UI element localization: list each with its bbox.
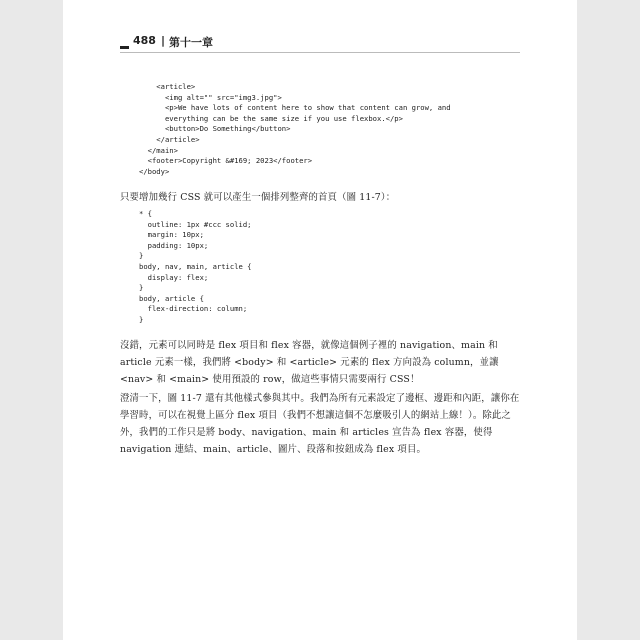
css-code-block: * { outline: 1px #ccc solid; margin: 10px; padding: 10px; } body, nav, main, article { display: flex; } body, article { flex-direction: column; } (139, 209, 252, 324)
intro-paragraph: 只要增加幾行 CSS 就可以產生一個排列整齊的首頁（圖 11-7）： (120, 192, 396, 203)
chapter-title: 第十一章 (169, 36, 213, 49)
body-paragraph-1: 沒錯，元素可以同時是 flex 項目和 flex 容器，就像這個例子裡的 navigation、main 和 article 元素一樣，我們將 <body> 和 <article> 元素的 flex 方向設為 column，並讓 <nav> 和 <main> 使用預設的 row，做這些事情只需要兩行 CSS！ (120, 340, 499, 385)
book-page (63, 0, 577, 640)
running-header (120, 34, 520, 52)
header-marker (120, 46, 129, 49)
header-separator: | (161, 34, 166, 47)
body-paragraph-2: 澄清一下，圖 11-7 還有其他樣式參與其中。我們為所有元素設定了邊框、邊距和內距，讓你在學習時，可以在視覺上區分 flex 項目（我們不想讓這個不怎麼吸引人的網站上線！）。除此之外，我們的工作只是將 body、navigation、main 和 articles 宣告為 flex 容器，使得 navigation 連結、main、article、圖片、段落和按鈕成為 flex 項目。 (120, 393, 520, 455)
header-rule (120, 52, 520, 53)
html-code-block: <article> <img alt="" src="img3.jpg"> <p>We have lots of content here to show that content can grow, and everything can be the same size if you use flexbox.</p> <button>Do Something</button> </article> </main> <footer>Copyright &#169; 2023</footer> </body> (139, 82, 451, 176)
page-number: 488 (133, 34, 156, 47)
